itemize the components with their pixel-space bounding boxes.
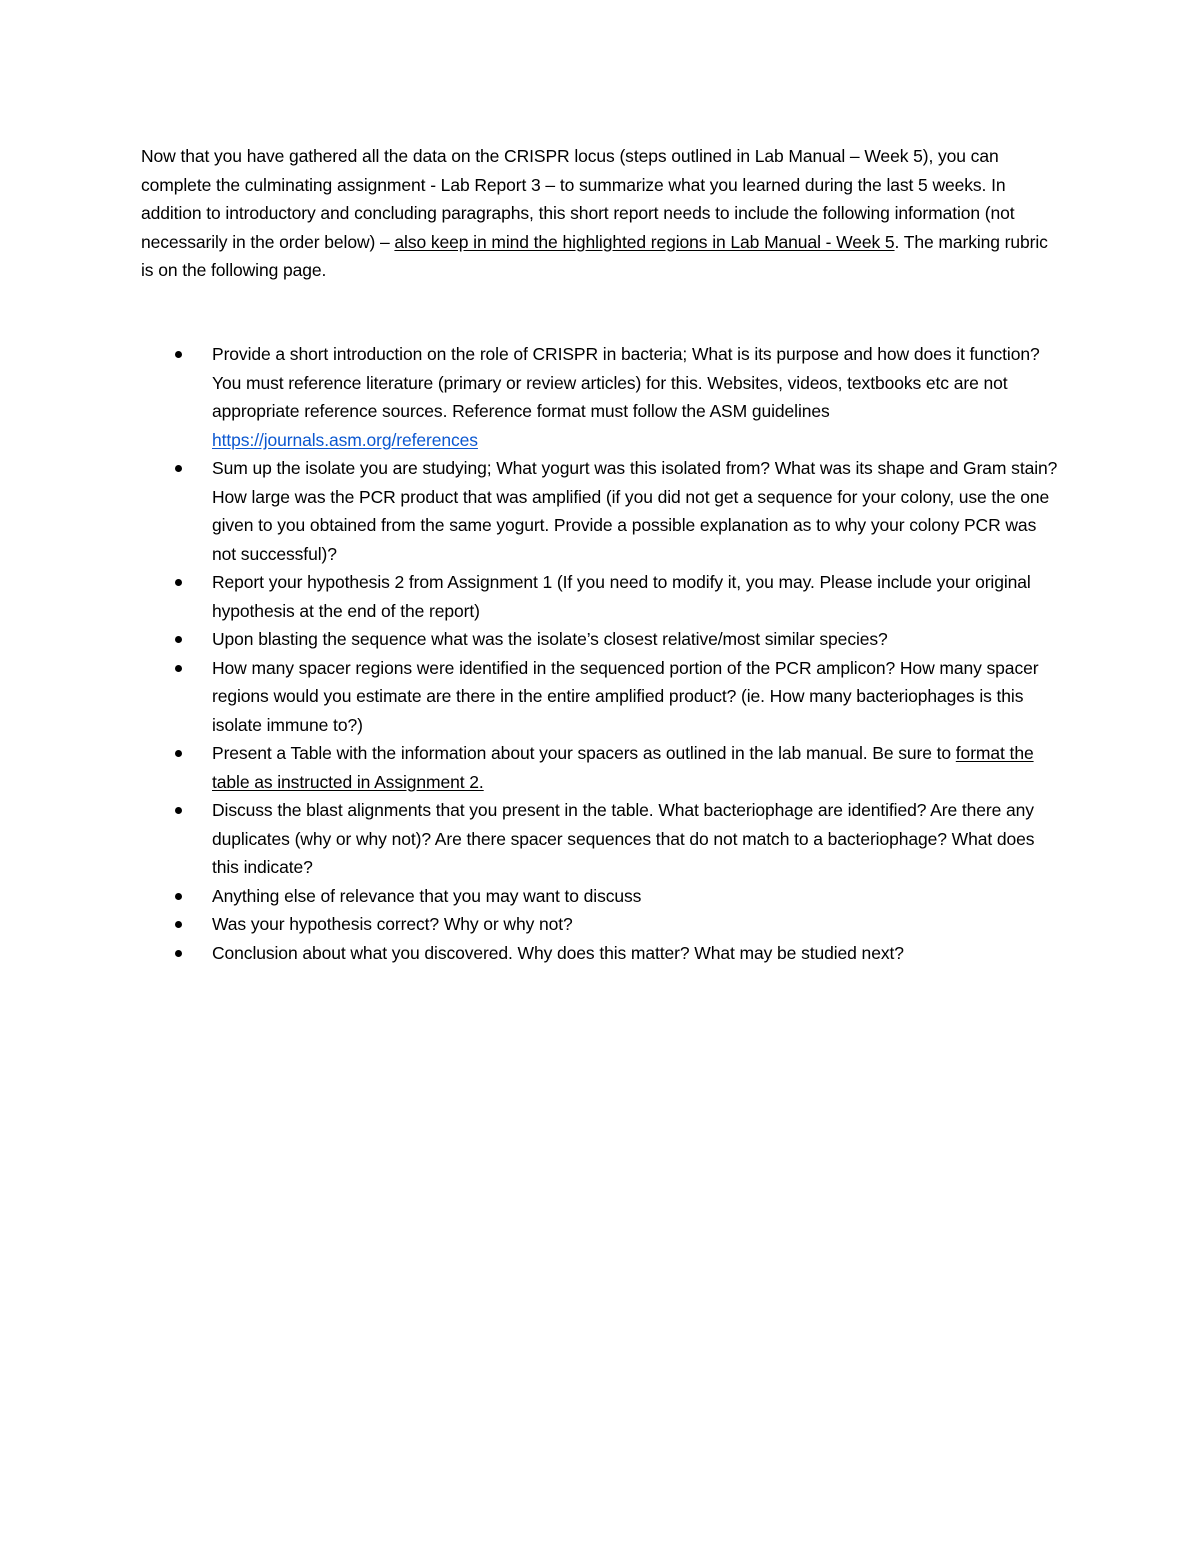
list-item (141, 739, 1061, 796)
list-item (141, 882, 1061, 911)
list-item-text: Was your hypothesis correct? Why or why not? (212, 914, 573, 934)
intro-text-end: . The marking rubric is on the following page. (141, 231, 1048, 280)
list-item (141, 939, 1061, 968)
list-item-text: How many spacer regions were identified in the sequenced portion of the PCR amplicon? How many spacer regions would you estimate are there in the entire amplified product? (ie. How many bacteriophages is this isolate immune to?) (212, 657, 1039, 735)
list-item-text: Conclusion about what you discovered. Why does this matter? What may be studied next? (212, 942, 904, 963)
list-item-text: Sum up the isolate you are studying; What yogurt was this isolated from? What was its shape and Gram stain? How large was the PCR product that was amplified (if you did not get a sequence for your colony, use the one given to you obtained from the same yogurt. Provide a possible explanation as to why your colony PCR was not successful)? (212, 458, 1058, 564)
intro-paragraph (141, 142, 1061, 285)
requirements-list (141, 340, 1061, 967)
list-item (141, 625, 1061, 654)
bullet-icon (175, 665, 182, 672)
asm-references-link[interactable]: https://journals.asm.org/references (212, 429, 478, 450)
list-item (141, 340, 1061, 454)
list-item (141, 654, 1061, 740)
bullet-icon (175, 351, 182, 358)
bullet-icon (175, 893, 182, 900)
intro-text: Now that you have gathered all the data on the CRISPR locus (steps outlined in Lab Manual – Week 5), you can complete the culminating assignment - Lab Report 3 – to summarize what you learned during the last 5 weeks. In addition to introductory and concluding paragraphs, this short report needs to include the following information (not necessarily in the order below) – (141, 146, 1015, 252)
list-item-text: Report your hypothesis 2 from Assignment 1 (If you need to modify it, you may. Please include your original hypothesis at the end of the report) (212, 572, 1031, 621)
list-item (141, 796, 1061, 882)
intro-underlined-text: also keep in mind the highlighted regions in Lab Manual - Week 5 (394, 231, 895, 252)
bullet-icon (175, 950, 182, 957)
bullet-icon (175, 465, 182, 472)
bullet-icon (175, 579, 182, 586)
list-item (141, 568, 1061, 625)
list-item-text: Discuss the blast alignments that you present in the table. What bacteriophage are identified? Are there any duplicates (why or why not)? Are there spacer sequences that do not match to a bacteriophage? What does this indicate? (212, 800, 1035, 877)
bullet-icon (175, 921, 182, 928)
list-item-text: Upon blasting the sequence what was the isolate’s closest relative/most similar species? (212, 629, 888, 649)
bullet-icon (175, 807, 182, 814)
list-item-text: Anything else of relevance that you may want to discuss (212, 885, 642, 906)
list-item (141, 454, 1061, 568)
list-item-underlined-text: format the table as instructed in Assignment 2. (212, 743, 1034, 792)
list-item (141, 910, 1061, 939)
bullet-icon (175, 636, 182, 643)
list-item-text: Provide a short introduction on the role of CRISPR in bacteria; What is its purpose and how does it function? You must reference literature (primary or review articles) for this. Websites, videos, textbooks etc are not appropriate reference sources. Reference format must follow the ASM guidelines (212, 344, 1040, 421)
list-item-text: Present a Table with the information about your spacers as outlined in the lab manual. Be sure to (212, 743, 956, 763)
bullet-icon (175, 750, 182, 757)
